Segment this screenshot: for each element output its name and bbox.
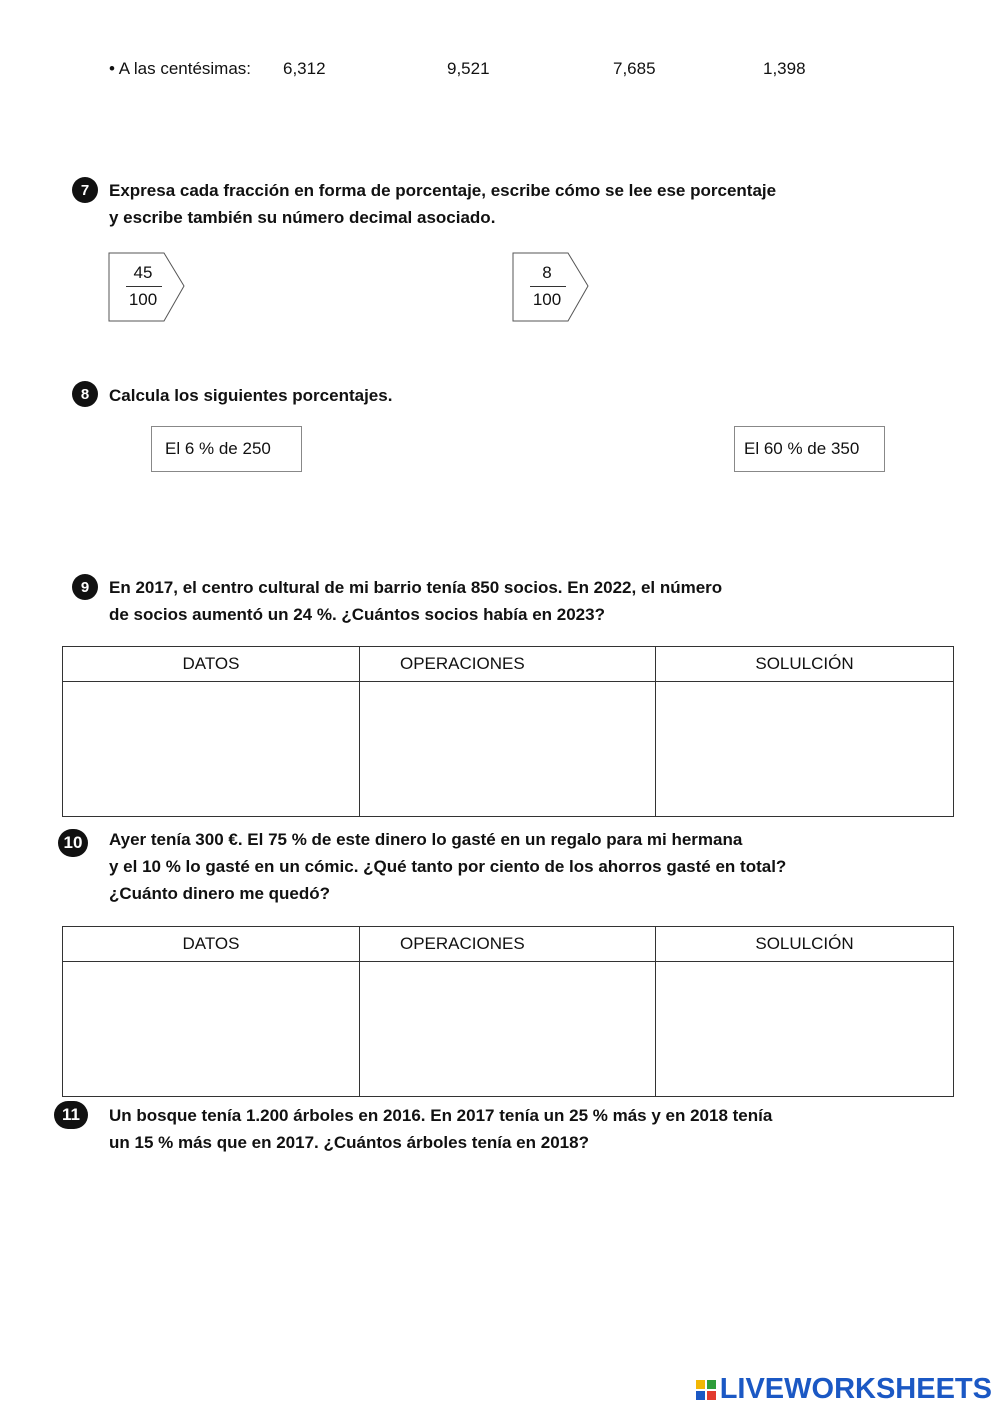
question-number-badge: 11 <box>54 1101 88 1129</box>
rounding-number: 1,398 <box>763 59 806 78</box>
question-number-badge: 9 <box>72 574 98 600</box>
question-number-badge: 10 <box>58 829 88 857</box>
fraction-numerator: 8 <box>542 263 552 282</box>
q11-line-2: un 15 % más que en 2017. ¿Cuántos árboles tenía en 2018? <box>109 1133 589 1152</box>
q9-line-2: de socios aumentó un 24 %. ¿Cuántos socios había en 2023? <box>109 605 605 624</box>
header-datos: DATOS <box>63 647 360 682</box>
percentage-prompt-box <box>734 426 885 472</box>
q9-line-1: En 2017, el centro cultural de mi barrio tenía 850 socios. En 2022, el número <box>109 578 723 597</box>
percentage-prompt: El 60 % de 350 <box>744 439 860 458</box>
answer-table-header-row <box>63 927 954 962</box>
operaciones-answer-cell[interactable] <box>360 962 656 1097</box>
liveworksheets-logo <box>696 1373 992 1406</box>
q9-statement <box>109 574 722 628</box>
fraction-box <box>512 252 592 322</box>
answer-table <box>62 646 954 817</box>
rounding-number: 6,312 <box>283 59 326 78</box>
logo-text: LIVEWORKSHEETS <box>719 1373 992 1405</box>
datos-answer-cell[interactable] <box>63 962 360 1097</box>
logo-mark-icon <box>696 1380 716 1400</box>
answer-table-row <box>63 682 954 817</box>
header-operaciones: OPERACIONES <box>360 927 656 962</box>
rounding-number: 9,521 <box>447 59 490 78</box>
operaciones-answer-cell[interactable] <box>360 682 656 817</box>
rounding-label: • A las centésimas: <box>109 59 252 78</box>
header-solucion: SOLULCIÓN <box>656 647 954 682</box>
q10-line-2: y el 10 % lo gasté en un cómic. ¿Qué tanto por ciento de los ahorros gasté en total? <box>109 857 787 876</box>
percentage-prompt: El 6 % de 250 <box>165 439 271 458</box>
solucion-answer-cell[interactable] <box>656 682 954 817</box>
header-datos: DATOS <box>63 927 360 962</box>
percentage-prompt-box <box>151 426 302 472</box>
q7-statement <box>109 177 776 231</box>
q7-line-1: Expresa cada fracción en forma de porcentaje, escribe cómo se lee ese porcentaje <box>109 181 777 200</box>
answer-table-header-row <box>63 647 954 682</box>
question-number-badge: 8 <box>72 381 98 407</box>
q10-line-1: Ayer tenía 300 €. El 75 % de este dinero lo gasté en un regalo para mi hermana <box>109 830 743 849</box>
datos-answer-cell[interactable] <box>63 682 360 817</box>
q8-statement: Calcula los siguientes porcentajes. <box>109 386 393 405</box>
answer-table-row <box>63 962 954 1097</box>
fraction-numerator: 45 <box>133 263 153 282</box>
fraction-denominator: 100 <box>128 290 158 309</box>
q7-line-2: y escribe también su número decimal asociado. <box>109 208 496 227</box>
fraction-bar <box>530 286 566 287</box>
header-operaciones: OPERACIONES <box>360 647 656 682</box>
fraction-bar <box>126 286 162 287</box>
header-solucion: SOLULCIÓN <box>656 927 954 962</box>
rounding-number: 7,685 <box>613 59 656 78</box>
q11-statement <box>109 1102 772 1156</box>
answer-table <box>62 926 954 1097</box>
fraction-denominator: 100 <box>532 290 562 309</box>
q10-line-3: ¿Cuánto dinero me quedó? <box>109 884 330 903</box>
q10-statement <box>109 826 786 907</box>
solucion-answer-cell[interactable] <box>656 962 954 1097</box>
q11-line-1: Un bosque tenía 1.200 árboles en 2016. En 2017 tenía un 25 % más y en 2018 tenía <box>109 1106 773 1125</box>
question-number-badge: 7 <box>72 177 98 203</box>
fraction-box <box>108 252 188 322</box>
